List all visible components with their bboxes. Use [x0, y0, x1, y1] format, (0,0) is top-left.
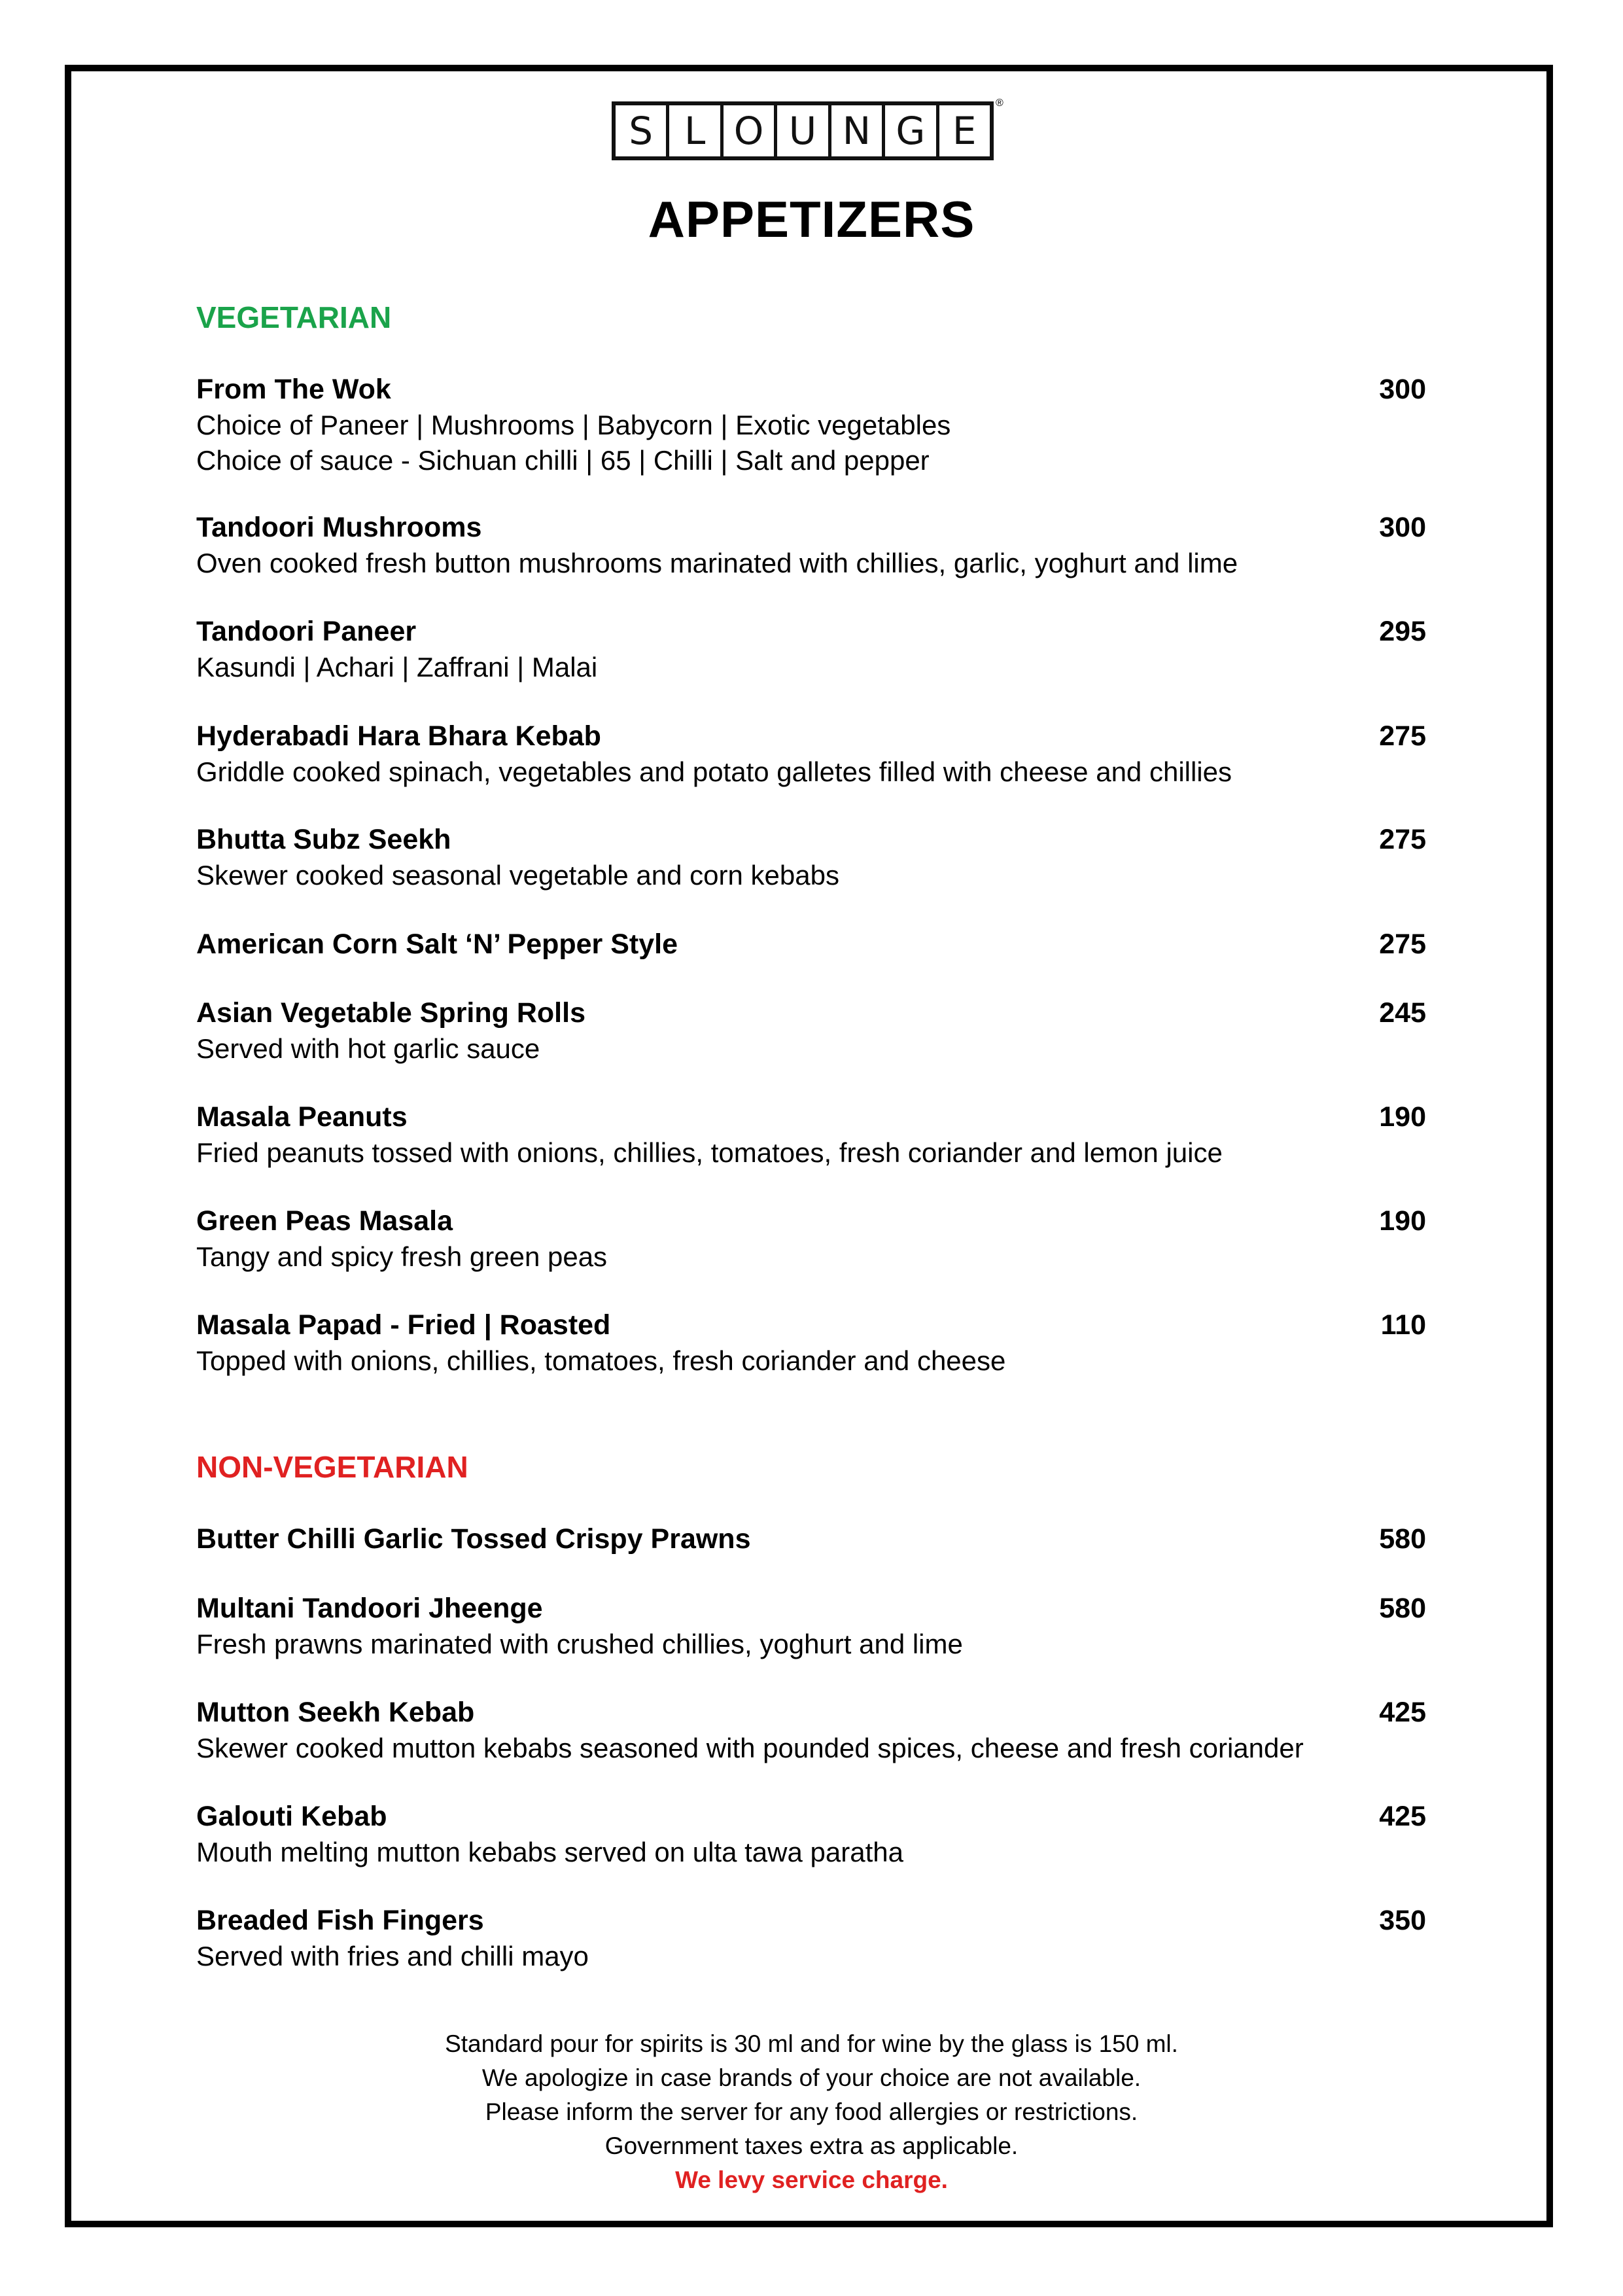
menu-item-name: Butter Chilli Garlic Tossed Crispy Prawns	[196, 1523, 751, 1555]
service-charge-notice: We levy service charge.	[675, 2166, 948, 2193]
menu-item-description: Mouth melting mutton kebabs served on ulta tawa paratha	[196, 1837, 903, 1867]
menu-item-price: 300	[1379, 374, 1426, 405]
menu-item-name: Bhutta Subz Seekh	[196, 824, 451, 855]
menu-item-header	[196, 371, 1426, 408]
menu-item-price: 110	[1380, 1309, 1426, 1341]
slounge-logo	[612, 101, 994, 160]
menu-item-description: Griddle cooked spinach, vegetables and potato galletes filled with cheese and chillies	[196, 756, 1232, 787]
logo-letter: G	[885, 105, 939, 156]
menu-item-description: Fried peanuts tossed with onions, chillies, tomatoes, fresh coriander and lemon juice	[196, 1137, 1223, 1168]
menu-item	[196, 1902, 1426, 1974]
menu-item-header	[196, 821, 1426, 858]
menu-item	[196, 926, 1426, 963]
menu-item-description: Skewer cooked mutton kebabs seasoned with pounded spices, cheese and fresh coriander	[196, 1733, 1304, 1763]
logo-letter: U	[777, 105, 831, 156]
menu-item	[196, 371, 1426, 478]
menu-item-price: 245	[1379, 997, 1426, 1029]
section-heading-vegetarian: VEGETARIAN	[196, 300, 392, 334]
logo-letter: S	[616, 105, 669, 156]
logo-letter: L	[669, 105, 723, 156]
menu-item-description: Served with hot garlic sauce	[196, 1033, 540, 1064]
registered-mark: ®	[996, 97, 1003, 109]
menu-item-header	[196, 613, 1426, 650]
menu-item-header	[196, 1902, 1426, 1939]
menu-item-header	[196, 1307, 1426, 1343]
menu-item-price: 190	[1379, 1205, 1426, 1237]
menu-item-description: Topped with onions, chillies, tomatoes, fresh coriander and cheese	[196, 1345, 1006, 1376]
menu-item	[196, 1798, 1426, 1870]
menu-item	[196, 1590, 1426, 1662]
menu-item-price: 190	[1379, 1101, 1426, 1133]
menu-item-description: Oven cooked fresh button mushrooms marinated with chillies, garlic, yoghurt and lime	[196, 548, 1238, 578]
menu-item-price: 275	[1379, 928, 1426, 960]
menu-item-name: American Corn Salt ‘N’ Pepper Style	[196, 928, 678, 960]
menu-item-name: Breaded Fish Fingers	[196, 1905, 484, 1936]
logo-letter: N	[831, 105, 885, 156]
menu-item-name: From The Wok	[196, 374, 391, 405]
menu-item	[196, 1694, 1426, 1766]
menu-item-description: Fresh prawns marinated with crushed chillies, yoghurt and lime	[196, 1629, 963, 1659]
menu-item-header	[196, 1590, 1426, 1627]
menu-item-header	[196, 1798, 1426, 1835]
menu-item-description: Tangy and spicy fresh green peas	[196, 1241, 608, 1272]
menu-item-header	[196, 1694, 1426, 1731]
menu-item-price: 275	[1379, 720, 1426, 752]
menu-item	[196, 995, 1426, 1067]
menu-item-name: Mutton Seekh Kebab	[196, 1697, 475, 1728]
menu-item	[196, 509, 1426, 581]
menu-item-name: Galouti Kebab	[196, 1801, 387, 1832]
menu-item-description: Choice of sauce - Sichuan chilli | 65 | Chilli | Salt and pepper	[196, 445, 930, 476]
menu-item-price: 300	[1379, 512, 1426, 543]
menu-item	[196, 718, 1426, 790]
menu-item	[196, 1521, 1426, 1557]
menu-item-name: Tandoori Paneer	[196, 616, 417, 647]
footer-notes	[0, 2027, 1623, 2197]
menu-item	[196, 1099, 1426, 1171]
menu-item	[196, 821, 1426, 893]
menu-item-price: 295	[1379, 616, 1426, 647]
footer-line: We apologize in case brands of your choice are not available.	[481, 2064, 1142, 2091]
menu-item	[196, 613, 1426, 685]
menu-item-name: Green Peas Masala	[196, 1205, 453, 1237]
menu-item-name: Asian Vegetable Spring Rolls	[196, 997, 585, 1029]
menu-item-header	[196, 1521, 1426, 1557]
menu-item-name: Tandoori Mushrooms	[196, 512, 482, 543]
menu-item-name: Hyderabadi Hara Bhara Kebab	[196, 720, 601, 752]
menu-item-description: Choice of Paneer | Mushrooms | Babycorn | Exotic vegetables	[196, 410, 951, 440]
menu-item-header	[196, 1203, 1426, 1239]
footer-line: Standard pour for spirits is 30 ml and for wine by the glass is 150 ml.	[445, 2030, 1178, 2057]
menu-item-price: 425	[1379, 1697, 1426, 1728]
menu-item-price: 350	[1379, 1905, 1426, 1936]
menu-item-description: Served with fries and chilli mayo	[196, 1941, 589, 1971]
menu-item-header	[196, 995, 1426, 1031]
logo-letter: E	[952, 109, 977, 153]
menu-item-description: Kasundi | Achari | Zaffrani | Malai	[196, 652, 598, 682]
menu-item-header	[196, 926, 1426, 963]
menu-item-description: Skewer cooked seasonal vegetable and corn kebabs	[196, 860, 839, 891]
menu-item-price: 580	[1379, 1523, 1426, 1555]
menu-item-header	[196, 509, 1426, 546]
footer-line: Please inform the server for any food allergies or restrictions.	[485, 2098, 1138, 2125]
menu-item-header	[196, 718, 1426, 754]
menu-item	[196, 1203, 1426, 1275]
page-title: APPETIZERS	[648, 190, 975, 248]
menu-item-price: 580	[1379, 1593, 1426, 1624]
menu-item-price: 275	[1379, 824, 1426, 855]
section-heading-non-vegetarian: NON-VEGETARIAN	[196, 1450, 468, 1484]
logo-letter: O	[724, 105, 777, 156]
menu-item-name: Multani Tandoori Jheenge	[196, 1593, 543, 1624]
menu-item-price: 425	[1379, 1801, 1426, 1832]
menu-item-name: Masala Peanuts	[196, 1101, 408, 1133]
menu-item	[196, 1307, 1426, 1379]
menu-item-header	[196, 1099, 1426, 1135]
footer-line: Government taxes extra as applicable.	[604, 2132, 1019, 2159]
menu-item-name: Masala Papad - Fried | Roasted	[196, 1309, 611, 1341]
